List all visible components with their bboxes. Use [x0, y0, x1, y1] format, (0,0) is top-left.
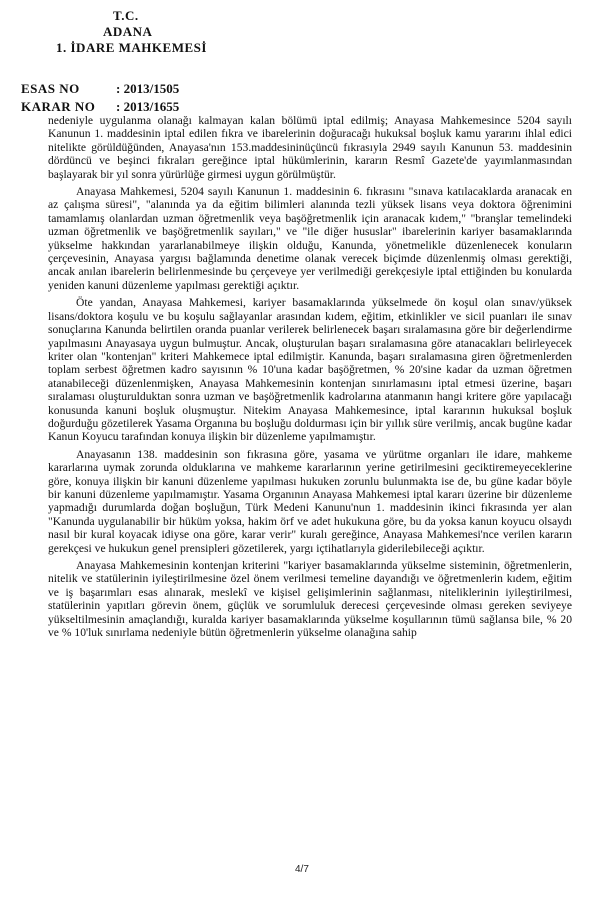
karar-no-value: : 2013/1655 [116, 99, 180, 114]
karar-no-label: KARAR NO [21, 99, 96, 114]
esas-no-value: : 2013/1505 [116, 81, 180, 96]
karar-no-row [21, 99, 179, 115]
paragraph-4: Anayasanın 138. maddesinin son fıkrasına göre, yasama ve yürütme organları ile idare, mahkeme kararlarına uymak zorunda olduklarına ve mahkeme kararlarının yerine getirilmesini geciktiremeyeceklerine göre, konuya ilişkin bir kanuni düzenleme yapılması hukuken zorunlu bulunmakta ise de, bu güne kadar böyle bir kanuni düzenleme yapılmamıştır. Yasama Organının Anayasa Mahkemesi iptal kararı üzerine bir düzenleme yapmadığı durumlarda doğan boşluğun, Türk Medeni Kanunu'nun 1. maddesinin ikinci fıkrasında yer alan "Kanunda uygulanabilir bir hüküm yoksa, hakim örf ve adet hukukuna göre, bu da yoksa kanun koyucu olsaydı nasıl bir kural koyacak idiyse ona göre, karar verir" kuralı gereğince, Anayasa Mahkemesi'nce verilen kararın gerekçesi ve hukukun genel prensipleri gözetilerek, yargı içtihatlarıyla giderilebileceği açıktır. [48, 447, 572, 555]
page-number: 4/7 [295, 864, 309, 875]
esas-no-label: ESAS NO [21, 81, 80, 96]
header-court-name: 1. İDARE MAHKEMESİ [56, 40, 207, 55]
paragraph-1: nedeniyle uygulanma olanağı kalmayan kalan bölümü iptal edilmiş; Anayasa Mahkemesince 5204 sayılı Kanunun 1. maddesinin iptal edilen fıkra ve ibarelerinin doğuracağı hukuksal boşluk kamu yararını ihlal edici nitelikte görüldüğünden, Anayasa'nın 153.maddesininüçüncü fıkrasıyla 2949 sayılı Kanunun 53. maddesinin dördüncü ve beşinci fıkraları gereğince iptal hükümlerinin, kararın Resmî Gazete'de yayımlanmasından başlayarak bir yıl sonra yürürlüğe girmesi uygun görülmüştür. [48, 114, 572, 181]
paragraph-3: Öte yandan, Anayasa Mahkemesi, kariyer basamaklarında yükselmede ön koşul olan sınav/yüksek lisans/doktora koşulu ve bu koşulu sağlayanlar arasından kıdem, eğitim, etkinlikler ve sicil puanları ile sınav sonuçlarına Kanunda belirtilen oranda puanlar verilerek belirlenecek başarı sıralamasına göre bir değerlendirme yapılmasını Anayasaya uygun bulmuştur. Ancak, oluşturulan başarı sıralamasına göre atanacakları belirleyecek kriter olan "kontenjan" kriteri Mahkemece iptal edilmiştir. Kanunda, başarı sıralamasına giren öğretmenlerden toplam serbest öğretmen kadro sayısının % 10'una kadar başöğretmen, % 20'sine kadar da uzman öğretmen atanabileceği düzenlenmişken, Anayasa Mahkemesinin kontenjan sınırlamasını iptal etmesi üzerine, başarı sıralaması oluşturulduktan sonra uzman ve başöğretmenlik kadrolarına atanmanın hangi kritere göre yapılacağı konusunda kanuni boşluk oluşmuştur. Nitekim Anayasa Mahkemesince, iptal kararının hukuksal boşluk doğurduğu gözetilerek Yasama Organına bu boşluğu doldurması için bir yıllık süre verilmiş, ancak bugüne kadar Kanun Koyucu tarafından konuya ilişkin bir düzenleme yapılmamıştır. [48, 296, 572, 444]
document-body [48, 114, 572, 643]
paragraph-5: Anayasa Mahkemesinin kontenjan kriterini "kariyer basamaklarında yükselme sisteminin, öğretmenlerin, nitelik ve statülerinin iyileştirilmesine özel önem verilmesi temeline dayandığı ve öğretmenlerin kıdem, eğitim ve iş başarımları esas alınarak, meslekî ve kişisel gelişimlerinin sağlanması, niteliklerinin iyileştirilmesi, statülerinin yapıtları görevin önem, güçlük ve sorumluluk derecesi çerçevesinde olması gereken seviyeye yükseltilmesinin amaçlandığı, kuralda kariyer basamaklarında yükselme koşullarının tümü sağlansa bile, % 20 ve % 10'luk sınırlama nedeniyle bütün öğretmenlerin yükselme olanağına sahip [48, 559, 572, 640]
header-city: ADANA [103, 24, 153, 39]
header-tc: T.C. [113, 8, 139, 23]
esas-no-row [21, 81, 179, 97]
paragraph-2: Anayasa Mahkemesi, 5204 sayılı Kanunun 1. maddesinin 6. fıkrasını "sınava katılacaklarda aranacak en az çalışma süresi", "alanında ya da eğitim bilimleri alanında tezli yüksek lisans veya doktora öğrenimini tamamlamış olanlardan uzman öğretmenlik veya başöğretmenlik için aranacak kıdem," "branşlar temelindeki uzman öğretmenlik ve başöğretmenlik sayıları," ve "ile diğer hususlar" ibarelerinin kariyer basamaklarında yükselme hakkından yararlanabilmeye ilişkin olduğu, Kanunda, yönetmelikle düzenlenecek konuların çerçevesinin, Anayasa yargısı bağlamında denetime olanak verecek biçimde düzenlenmiş olması gerektiği, ancak anılan ibarelerin belirlenmesinde bu çerçeveye yer verilmediği gerekçesiyle iptal ettiğinden bu konularda yeniden kanuni düzenleme yapılması gerektiği açıktır. [48, 185, 572, 292]
